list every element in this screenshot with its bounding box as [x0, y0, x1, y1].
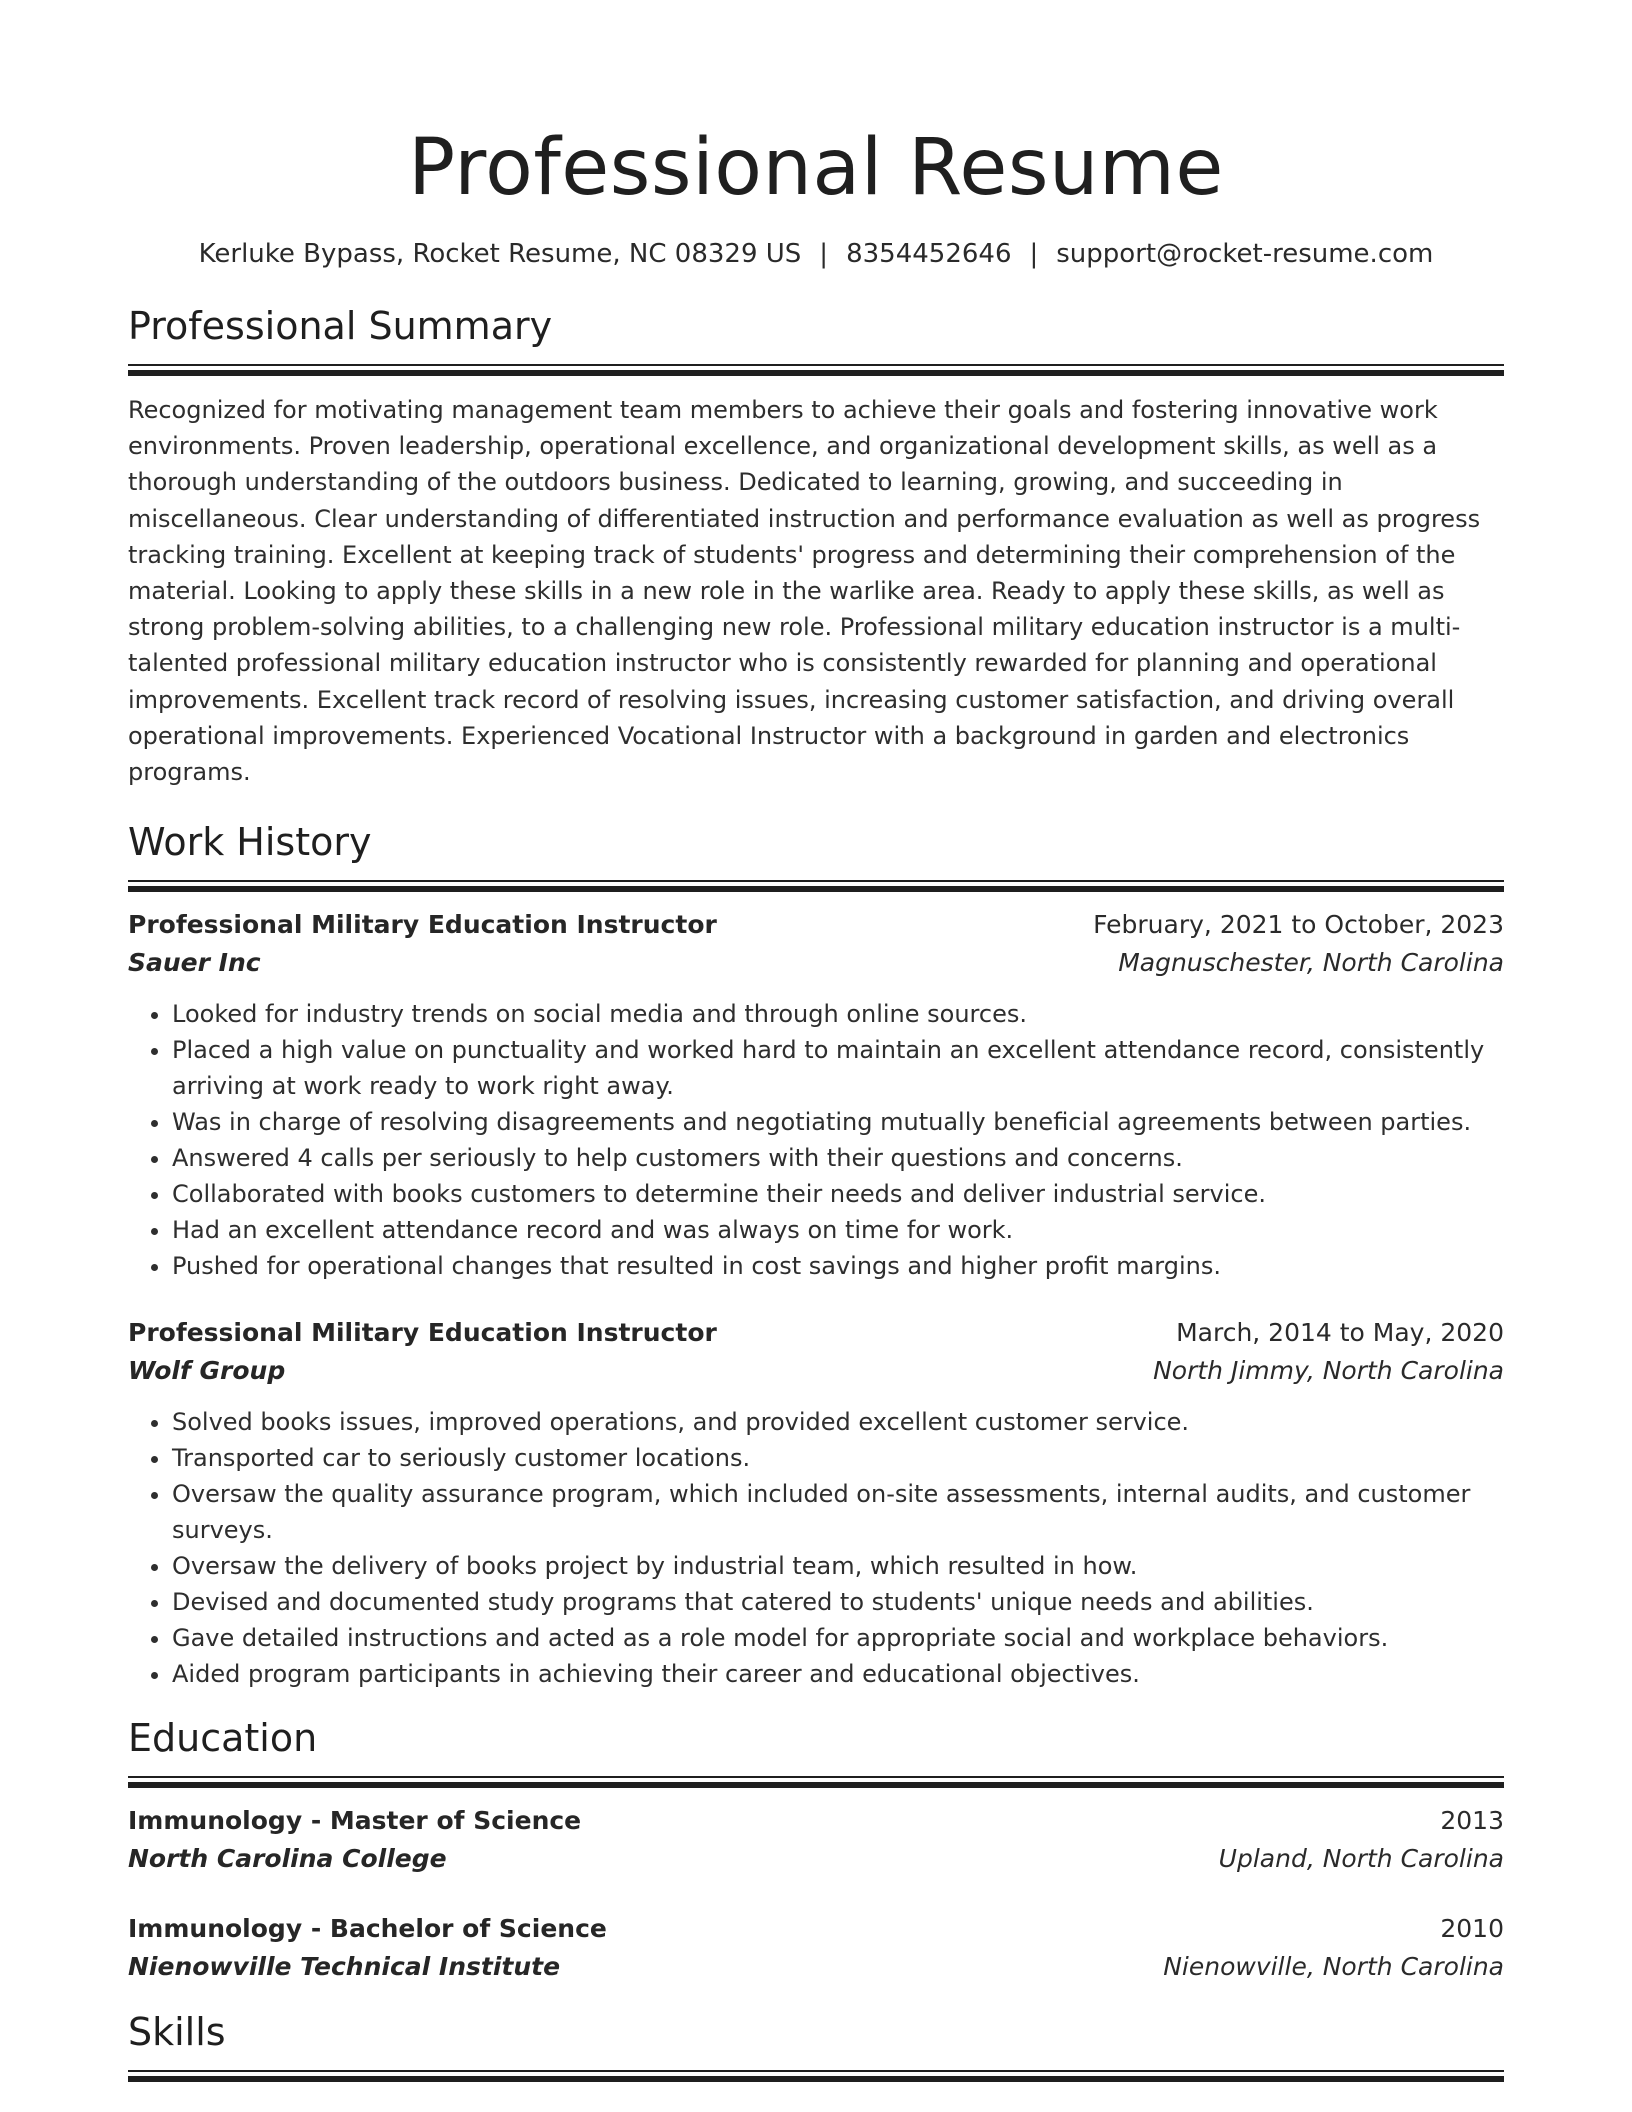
- job-bullet: • Oversaw the delivery of books project by industrial team, which resulted in how.: [172, 1548, 1504, 1584]
- section-rule: [128, 2070, 1504, 2080]
- job-location: North Jimmy, North Carolina: [1153, 1356, 1504, 1386]
- job-title: Professional Military Education Instructor: [128, 1318, 717, 1348]
- job-bullet: • Had an excellent attendance record and was always on time for work.: [172, 1212, 1504, 1248]
- job-bullet: • Answered 4 calls per seriously to help customers with their questions and concerns.: [172, 1140, 1504, 1176]
- contact-email: support@rocket-resume.com: [1056, 239, 1434, 269]
- resume-page: [128, 0, 1504, 2080]
- job-bullets: [128, 996, 1504, 1284]
- section-rule: [128, 1776, 1504, 1786]
- job-bullet: • Devised and documented study programs that catered to students' unique needs and abilities.: [172, 1584, 1504, 1620]
- education-entry: [128, 1802, 1504, 1878]
- education-location: Nienowville, North Carolina: [1163, 1952, 1504, 1982]
- work-section: [128, 818, 1504, 1692]
- job-entry: [128, 906, 1504, 1284]
- job-employer: Sauer Inc: [128, 948, 261, 978]
- job-bullet: • Gave detailed instructions and acted as a role model for appropriate social and workplace behaviors.: [172, 1620, 1504, 1656]
- job-bullet: • Transported car to seriously customer locations.: [172, 1440, 1504, 1476]
- job-location: Magnuschester, North Carolina: [1118, 948, 1504, 978]
- section-title-education: Education: [128, 1716, 318, 1761]
- education-degree: Immunology - Bachelor of Science: [128, 1914, 607, 1944]
- education-section: [128, 1714, 1504, 1986]
- skills-section: [128, 2008, 1504, 2080]
- section-rule: [128, 364, 1504, 374]
- job-bullet: • Looked for industry trends on social media and through online sources.: [172, 996, 1504, 1032]
- job-bullet: • Pushed for operational changes that resulted in cost savings and higher profit margins.: [172, 1248, 1504, 1284]
- contact-line: [128, 236, 1504, 272]
- job-bullet: • Placed a high value on punctuality and worked hard to maintain an excellent attendance record, consistently arriving at work ready to work right away.: [172, 1032, 1504, 1104]
- section-title-skills: Skills: [128, 2010, 226, 2055]
- contact-separator: |: [819, 239, 829, 269]
- contact-address: Kerluke Bypass, Rocket Resume, NC 08329 US: [198, 239, 802, 269]
- education-year: 2010: [1440, 1914, 1504, 1944]
- job-bullet: • Was in charge of resolving disagreements and negotiating mutually beneficial agreements between parties.: [172, 1104, 1504, 1140]
- section-title-summary: Professional Summary: [128, 304, 553, 348]
- job-bullet: • Solved books issues, improved operations, and provided excellent customer service.: [172, 1404, 1504, 1440]
- section-title-work: Work History: [128, 820, 372, 865]
- education-location: Upland, North Carolina: [1218, 1844, 1504, 1874]
- education-school: North Carolina College: [128, 1844, 447, 1874]
- education-year: 2013: [1440, 1806, 1504, 1836]
- section-rule: [128, 880, 1504, 890]
- education-entry: [128, 1910, 1504, 1986]
- summary-section: [128, 302, 1504, 790]
- job-dates: March, 2014 to May, 2020: [1176, 1318, 1504, 1348]
- job-bullet: • Collaborated with books customers to determine their needs and deliver industrial service.: [172, 1176, 1504, 1212]
- education-degree: Immunology - Master of Science: [128, 1806, 582, 1836]
- job-bullet: • Aided program participants in achieving their career and educational objectives.: [172, 1656, 1504, 1692]
- job-employer: Wolf Group: [128, 1356, 286, 1386]
- resume-name: Professional Resume: [408, 123, 1224, 213]
- job-bullets: [128, 1404, 1504, 1692]
- job-bullet: • Oversaw the quality assurance program, which included on-site assessments, internal audits, and customer surveys.: [172, 1476, 1504, 1548]
- job-title: Professional Military Education Instructor: [128, 910, 717, 940]
- job-dates: February, 2021 to October, 2023: [1093, 910, 1504, 940]
- education-school: Nienowville Technical Institute: [128, 1952, 561, 1982]
- job-entry: [128, 1314, 1504, 1692]
- contact-separator: |: [1029, 239, 1039, 269]
- summary-text: Recognized for motivating management team members to achieve their goals and fostering innovative work environments. Proven leadership, operational excellence, and organizational development skills, as well as a thorough understanding of the outdoors business. Dedicated to learning, growing, and succeeding in miscellaneous. Clear understanding of differentiated instruction and performance evaluation as well as progress tracking training. Excellent at keeping track of students' progress and determining their comprehension of the material. Looking to apply these skills in a new role in the warlike area. Ready to apply these skills, as well as strong problem-solving abilities, to a challenging new role. Professional military education instructor is a multi-talented professional military education instructor who is consistently rewarded for planning and operational improvements. Excellent track record of resolving issues, increasing customer satisfaction, and driving overall operational improvements. Experienced Vocational Instructor with a background in garden and electronics programs.: [128, 396, 1481, 787]
- contact-phone: 8354452646: [846, 239, 1012, 269]
